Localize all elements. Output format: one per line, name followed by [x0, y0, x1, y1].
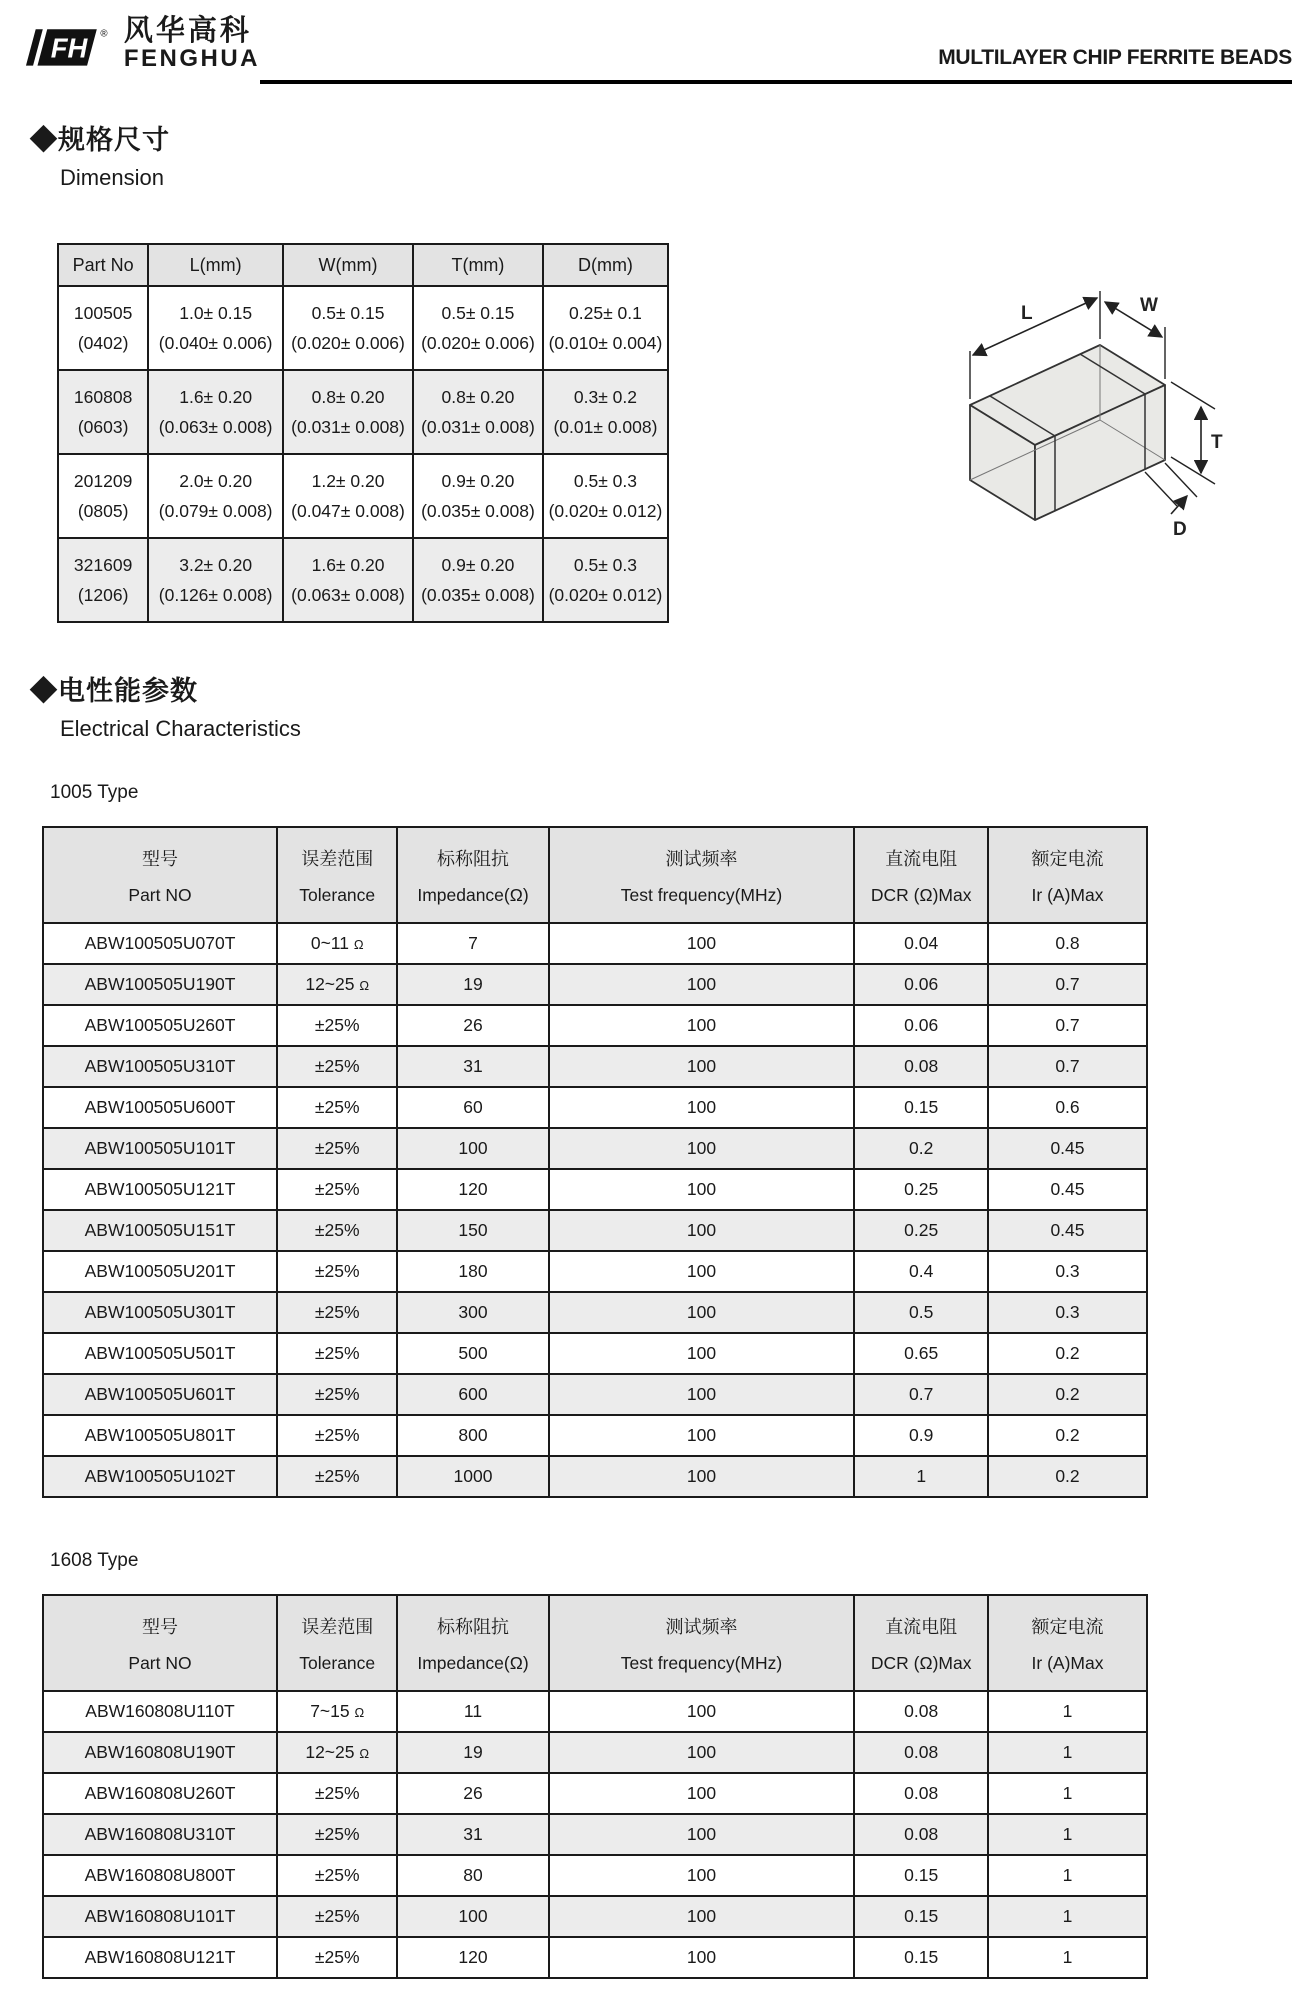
dimension-cell — [283, 286, 413, 370]
electrical-value-cell: 19 — [397, 1732, 548, 1773]
column-header-en: Impedance(Ω) — [417, 1652, 529, 1673]
dimension-cell-line: 2.0± 0.20 — [179, 471, 253, 491]
electrical-value-cell: 100 — [549, 1210, 855, 1251]
dimension-heading-en: Dimension — [60, 165, 164, 190]
electrical-value-cell: 1000 — [397, 1456, 548, 1497]
column-header-en: Part NO — [128, 884, 192, 905]
electrical-value-cell: 100 — [549, 1005, 855, 1046]
page-title: MULTILAYER CHIP FERRITE BEADS — [938, 46, 1292, 69]
electrical-value-cell: 100 — [549, 1169, 855, 1210]
electrical-section-heading — [30, 669, 1296, 742]
dimension-cell — [413, 538, 543, 622]
electrical-column-header — [988, 1595, 1147, 1691]
dimension-column-header: W(mm) — [283, 244, 413, 286]
part-number-cell: ABW100505U260T — [43, 1005, 277, 1046]
electrical-value-cell: 0.08 — [854, 1732, 988, 1773]
electrical-column-header — [277, 1595, 397, 1691]
electrical-value-cell: 100 — [549, 1046, 855, 1087]
dimension-cell — [543, 538, 668, 622]
dimension-cell-line: 0.9± 0.20 — [441, 555, 515, 575]
dimension-cell — [148, 454, 283, 538]
column-header-cn: 直流电阻 — [885, 848, 958, 869]
electrical-row — [43, 1814, 1147, 1855]
dimension-cell — [148, 370, 283, 454]
column-header-en: Test frequency(MHz) — [620, 884, 783, 905]
electrical-value-cell: ±25% — [277, 1251, 397, 1292]
dimension-cell-line: 0.9± 0.20 — [441, 471, 515, 491]
electrical-row — [43, 1333, 1147, 1374]
electrical-column-header — [43, 1595, 277, 1691]
dim-label-l: L — [1021, 303, 1033, 324]
electrical-value-cell: 12~25 Ω — [277, 1732, 397, 1773]
dimension-cell-line: 3.2± 0.20 — [179, 555, 253, 575]
electrical-row — [43, 1937, 1147, 1978]
electrical-value-cell: 0.08 — [854, 1691, 988, 1732]
dimension-cell — [283, 454, 413, 538]
dimension-cell-line: (0.063± 0.008) — [158, 417, 273, 437]
dimension-cell-line: 0.8± 0.20 — [311, 387, 385, 407]
electrical-value-cell: 100 — [549, 1128, 855, 1169]
electrical-value-cell: 0.08 — [854, 1773, 988, 1814]
dimension-cell-line: (0.010± 0.004) — [548, 333, 663, 353]
electrical-value-cell: ±25% — [277, 1005, 397, 1046]
electrical-column-header — [397, 827, 548, 923]
part-number-cell: ABW100505U301T — [43, 1292, 277, 1333]
column-header-en: Part NO — [128, 1652, 192, 1673]
electrical-value-cell: 0.7 — [988, 1005, 1147, 1046]
electrical-value-cell: 80 — [397, 1855, 548, 1896]
electrical-value-cell: 0.08 — [854, 1046, 988, 1087]
dim-label-d: D — [1173, 519, 1187, 540]
dimension-cell-line: 201209 — [73, 471, 133, 491]
column-header-cn: 型号 — [142, 1616, 179, 1637]
column-header-cn: 型号 — [142, 848, 179, 869]
electrical-value-cell: 100 — [549, 923, 855, 964]
electrical-row — [43, 1128, 1147, 1169]
dimension-cell-line: 0.25± 0.1 — [569, 303, 642, 323]
dimension-cell — [283, 370, 413, 454]
dimension-cell-line: 1.2± 0.20 — [311, 471, 385, 491]
electrical-value-cell: ±25% — [277, 1333, 397, 1374]
electrical-value-cell: 0.7 — [988, 964, 1147, 1005]
column-header-en: Ir (A)Max — [1031, 1652, 1104, 1673]
electrical-column-header — [988, 827, 1147, 923]
dimension-row — [58, 454, 668, 538]
part-number-cell: ABW160808U260T — [43, 1773, 277, 1814]
electrical-row — [43, 923, 1147, 964]
omega-unit: Ω — [359, 978, 370, 993]
dimension-cell-line: (0.035± 0.008) — [421, 585, 535, 605]
electrical-value-cell: 100 — [549, 1333, 855, 1374]
electrical-value-cell: 100 — [549, 1456, 855, 1497]
dimension-table — [57, 243, 669, 623]
dimension-cell-line: (0.035± 0.008) — [421, 501, 535, 521]
electrical-column-header — [549, 1595, 855, 1691]
electrical-row — [43, 1415, 1147, 1456]
electrical-value-cell: 7~15 Ω — [277, 1691, 397, 1732]
electrical-header-row — [43, 1595, 1147, 1691]
electrical-value-cell: ±25% — [277, 1374, 397, 1415]
part-number-cell: ABW100505U151T — [43, 1210, 277, 1251]
dimension-row — [58, 286, 668, 370]
part-number-cell: ABW160808U121T — [43, 1937, 277, 1978]
electrical-value-cell: 100 — [549, 1896, 855, 1937]
omega-unit: Ω — [359, 1746, 370, 1761]
electrical-row — [43, 1691, 1147, 1732]
dimension-cell-line: 160808 — [73, 387, 133, 407]
dimension-cell — [543, 286, 668, 370]
electrical-row — [43, 1087, 1147, 1128]
electrical-value-cell: ±25% — [277, 1456, 397, 1497]
electrical-value-cell: 100 — [549, 1415, 855, 1456]
electrical-value-cell: 1 — [988, 1896, 1147, 1937]
electrical-value-cell: 800 — [397, 1415, 548, 1456]
dimension-cell — [58, 454, 148, 538]
column-header-cn: 额定电流 — [1031, 1616, 1104, 1637]
electrical-value-cell: 0.25 — [854, 1169, 988, 1210]
electrical-value-cell: 0.8 — [988, 923, 1147, 964]
chip-dimension-diagram — [935, 283, 1255, 573]
column-header-en: Tolerance — [299, 1652, 376, 1673]
electrical-value-cell: 100 — [549, 964, 855, 1005]
electrical-value-cell: 0.04 — [854, 923, 988, 964]
electrical-column-header — [277, 827, 397, 923]
electrical-value-cell: 100 — [549, 1855, 855, 1896]
electrical-value-cell: 7 — [397, 923, 548, 964]
electrical-table-1608 — [42, 1594, 1148, 1979]
dimension-cell-line: 0.5± 0.3 — [573, 555, 638, 575]
electrical-value-cell: 11 — [397, 1691, 548, 1732]
electrical-value-cell: ±25% — [277, 1292, 397, 1333]
electrical-column-header — [43, 827, 277, 923]
electrical-value-cell: 0.15 — [854, 1087, 988, 1128]
part-number-cell: ABW160808U190T — [43, 1732, 277, 1773]
electrical-row — [43, 1251, 1147, 1292]
dimension-cell — [413, 286, 543, 370]
electrical-value-cell: 0.3 — [988, 1251, 1147, 1292]
electrical-value-cell: 60 — [397, 1087, 548, 1128]
dimension-cell-line: (0.020± 0.006) — [421, 333, 535, 353]
electrical-row — [43, 1292, 1147, 1333]
dimension-column-header: T(mm) — [413, 244, 543, 286]
part-number-cell: ABW100505U801T — [43, 1415, 277, 1456]
dimension-cell-line: (1206) — [77, 585, 129, 605]
svg-text:FH: FH — [50, 32, 88, 64]
electrical-value-cell: 0.6 — [988, 1087, 1147, 1128]
dimension-cell-line: (0.040± 0.006) — [158, 333, 273, 353]
dimension-cell — [283, 538, 413, 622]
column-header-cn: 测试频率 — [665, 1616, 738, 1637]
dimension-cell — [58, 286, 148, 370]
electrical-value-cell: 0~11 Ω — [277, 923, 397, 964]
electrical-row — [43, 1855, 1147, 1896]
column-header-en: DCR (Ω)Max — [870, 1652, 972, 1673]
electrical-value-cell: 31 — [397, 1814, 548, 1855]
electrical-value-cell: 100 — [549, 1773, 855, 1814]
electrical-value-cell: 0.15 — [854, 1896, 988, 1937]
column-header-cn: 误差范围 — [301, 1616, 374, 1637]
dimension-cell-line: (0.031± 0.008) — [291, 417, 405, 437]
electrical-value-cell: 0.45 — [988, 1169, 1147, 1210]
electrical-value-cell: ±25% — [277, 1896, 397, 1937]
dimension-row — [58, 538, 668, 622]
electrical-value-cell: 0.2 — [854, 1128, 988, 1169]
dimension-cell-line: (0402) — [77, 333, 129, 353]
type-label-1608: 1608 Type — [50, 1550, 139, 1571]
electrical-value-cell: 0.4 — [854, 1251, 988, 1292]
dimension-cell-line: 321609 — [73, 555, 133, 575]
electrical-value-cell: 0.06 — [854, 964, 988, 1005]
column-header-cn: 直流电阻 — [885, 1616, 958, 1637]
dimension-cell-line: 1.0± 0.15 — [179, 303, 253, 323]
electrical-heading-cn: ◆电性能参数 — [30, 676, 198, 706]
part-number-cell: ABW100505U102T — [43, 1456, 277, 1497]
electrical-value-cell: 100 — [549, 1732, 855, 1773]
dimension-cell — [543, 370, 668, 454]
page-header — [0, 0, 1296, 84]
electrical-value-cell: ±25% — [277, 1046, 397, 1087]
part-number-cell: ABW100505U190T — [43, 964, 277, 1005]
electrical-value-cell: 26 — [397, 1773, 548, 1814]
electrical-value-cell: 1 — [988, 1855, 1147, 1896]
electrical-value-cell: 1 — [988, 1691, 1147, 1732]
electrical-value-cell: 1 — [988, 1814, 1147, 1855]
electrical-column-header — [397, 1595, 548, 1691]
dimension-cell — [148, 286, 283, 370]
dimension-heading-cn: ◆规格尺寸 — [30, 125, 170, 155]
dimension-cell-line: (0.020± 0.012) — [548, 501, 663, 521]
dimension-header-row — [58, 244, 668, 286]
electrical-value-cell: 0.2 — [988, 1415, 1147, 1456]
part-number-cell: ABW100505U201T — [43, 1251, 277, 1292]
dimension-section-heading — [30, 118, 1296, 191]
dimension-cell-line: 0.3± 0.2 — [573, 387, 638, 407]
electrical-value-cell: ±25% — [277, 1087, 397, 1128]
electrical-value-cell: 120 — [397, 1937, 548, 1978]
dimension-cell-line: (0.063± 0.008) — [291, 585, 405, 605]
electrical-value-cell: ±25% — [277, 1855, 397, 1896]
dimension-cell-line: (0.079± 0.008) — [158, 501, 273, 521]
electrical-value-cell: 100 — [549, 1374, 855, 1415]
dimension-cell — [413, 370, 543, 454]
dimension-cell-line: (0805) — [77, 501, 129, 521]
part-number-cell: ABW100505U070T — [43, 923, 277, 964]
electrical-value-cell: 0.15 — [854, 1937, 988, 1978]
electrical-value-cell: 26 — [397, 1005, 548, 1046]
electrical-table-1005 — [42, 826, 1148, 1498]
electrical-row — [43, 1374, 1147, 1415]
part-number-cell: ABW160808U800T — [43, 1855, 277, 1896]
column-header-cn: 误差范围 — [301, 848, 374, 869]
brand-text — [124, 10, 260, 72]
dimension-cell-line: 1.6± 0.20 — [311, 555, 385, 575]
electrical-value-cell: 150 — [397, 1210, 548, 1251]
electrical-value-cell: 0.06 — [854, 1005, 988, 1046]
omega-unit: Ω — [353, 937, 364, 952]
column-header-cn: 标称阻抗 — [436, 1616, 509, 1637]
electrical-value-cell: 31 — [397, 1046, 548, 1087]
electrical-row — [43, 1046, 1147, 1087]
dim-label-t: T — [1211, 432, 1223, 453]
electrical-heading-en: Electrical Characteristics — [60, 716, 301, 741]
dimension-column-header: L(mm) — [148, 244, 283, 286]
electrical-value-cell: ±25% — [277, 1210, 397, 1251]
electrical-value-cell: 12~25 Ω — [277, 964, 397, 1005]
company-logo — [18, 10, 260, 84]
omega-unit: Ω — [354, 1705, 365, 1720]
electrical-value-cell: 0.08 — [854, 1814, 988, 1855]
dimension-cell-line: (0.126± 0.008) — [158, 585, 273, 605]
dimension-cell-line: 0.8± 0.20 — [441, 387, 515, 407]
dimension-cell-line: (0.01± 0.008) — [553, 417, 658, 437]
electrical-value-cell: 0.65 — [854, 1333, 988, 1374]
electrical-value-cell: 120 — [397, 1169, 548, 1210]
column-header-en: Test frequency(MHz) — [620, 1652, 783, 1673]
part-number-cell: ABW100505U601T — [43, 1374, 277, 1415]
electrical-value-cell: 0.45 — [988, 1210, 1147, 1251]
dimension-cell-line: 100505 — [73, 303, 133, 323]
electrical-value-cell: 1 — [988, 1937, 1147, 1978]
electrical-column-header — [549, 827, 855, 923]
part-number-cell: ABW100505U101T — [43, 1128, 277, 1169]
electrical-value-cell: 100 — [397, 1128, 548, 1169]
electrical-value-cell: 180 — [397, 1251, 548, 1292]
electrical-value-cell: 300 — [397, 1292, 548, 1333]
dimension-cell-line: (0.020± 0.012) — [548, 585, 663, 605]
column-header-en: Impedance(Ω) — [417, 884, 529, 905]
electrical-value-cell: 0.7 — [854, 1374, 988, 1415]
electrical-value-cell: 0.25 — [854, 1210, 988, 1251]
electrical-value-cell: 1 — [988, 1732, 1147, 1773]
brand-name-cn: 风华高科 — [123, 15, 252, 47]
dimension-cell — [148, 538, 283, 622]
electrical-value-cell: ±25% — [277, 1937, 397, 1978]
dimension-cell-line: (0.031± 0.008) — [421, 417, 535, 437]
part-number-cell: ABW160808U110T — [43, 1691, 277, 1732]
column-header-en: DCR (Ω)Max — [870, 884, 972, 905]
dimension-area — [0, 243, 1296, 623]
electrical-value-cell: ±25% — [277, 1169, 397, 1210]
electrical-row — [43, 1005, 1147, 1046]
electrical-column-header — [854, 1595, 988, 1691]
electrical-row — [43, 1169, 1147, 1210]
electrical-value-cell: 0.15 — [854, 1855, 988, 1896]
electrical-value-cell: 0.2 — [988, 1333, 1147, 1374]
part-number-cell: ABW100505U501T — [43, 1333, 277, 1374]
electrical-row — [43, 1896, 1147, 1937]
dimension-cell — [543, 454, 668, 538]
electrical-value-cell: 100 — [397, 1896, 548, 1937]
electrical-value-cell: 0.3 — [988, 1292, 1147, 1333]
electrical-value-cell: 0.5 — [854, 1292, 988, 1333]
dimension-cell-line: 0.5± 0.15 — [441, 303, 515, 323]
dimension-cell — [58, 538, 148, 622]
column-header-cn: 额定电流 — [1031, 848, 1104, 869]
electrical-value-cell: 0.7 — [988, 1046, 1147, 1087]
electrical-value-cell: 0.45 — [988, 1128, 1147, 1169]
electrical-value-cell: 0.9 — [854, 1415, 988, 1456]
dimension-column-header: D(mm) — [543, 244, 668, 286]
part-number-cell: ABW160808U101T — [43, 1896, 277, 1937]
dimension-cell — [413, 454, 543, 538]
dimension-cell-line: 1.6± 0.20 — [179, 387, 253, 407]
electrical-header-row — [43, 827, 1147, 923]
dimension-cell-line: (0603) — [77, 417, 129, 437]
electrical-value-cell: 100 — [549, 1691, 855, 1732]
part-number-cell: ABW100505U600T — [43, 1087, 277, 1128]
electrical-value-cell: 100 — [549, 1937, 855, 1978]
electrical-row — [43, 1732, 1147, 1773]
electrical-row — [43, 1456, 1147, 1497]
brand-name-en: FENGHUA — [123, 45, 260, 73]
part-number-cell: ABW100505U310T — [43, 1046, 277, 1087]
electrical-value-cell: 500 — [397, 1333, 548, 1374]
dimension-cell-line: 0.5± 0.15 — [311, 303, 385, 323]
electrical-value-cell: 600 — [397, 1374, 548, 1415]
dimension-cell-line: (0.047± 0.008) — [291, 501, 405, 521]
electrical-row — [43, 1210, 1147, 1251]
part-number-cell: ABW160808U310T — [43, 1814, 277, 1855]
electrical-value-cell: ±25% — [277, 1128, 397, 1169]
electrical-value-cell: 100 — [549, 1251, 855, 1292]
electrical-value-cell: 100 — [549, 1292, 855, 1333]
electrical-value-cell: 1 — [988, 1773, 1147, 1814]
electrical-value-cell: 100 — [549, 1087, 855, 1128]
dimension-cell-line: 0.5± 0.3 — [573, 471, 638, 491]
dimension-row — [58, 370, 668, 454]
column-header-cn: 标称阻抗 — [436, 848, 509, 869]
electrical-value-cell: 100 — [549, 1814, 855, 1855]
electrical-column-header — [854, 827, 988, 923]
column-header-en: Ir (A)Max — [1031, 884, 1104, 905]
electrical-value-cell: ±25% — [277, 1773, 397, 1814]
header-rule — [260, 10, 1292, 84]
electrical-row — [43, 1773, 1147, 1814]
electrical-value-cell: 1 — [854, 1456, 988, 1497]
electrical-value-cell: ±25% — [277, 1814, 397, 1855]
registered-icon: ® — [100, 28, 108, 40]
column-header-cn: 测试频率 — [665, 848, 738, 869]
electrical-row — [43, 964, 1147, 1005]
electrical-value-cell: 19 — [397, 964, 548, 1005]
electrical-value-cell: 0.2 — [988, 1456, 1147, 1497]
dimension-cell — [58, 370, 148, 454]
dimension-cell-line: (0.020± 0.006) — [291, 333, 405, 353]
part-number-cell: ABW100505U121T — [43, 1169, 277, 1210]
dim-label-w: W — [1140, 295, 1158, 316]
electrical-value-cell: 0.2 — [988, 1374, 1147, 1415]
column-header-en: Tolerance — [299, 884, 376, 905]
dimension-column-header: Part No — [58, 244, 148, 286]
type-label-1005: 1005 Type — [50, 782, 139, 803]
electrical-value-cell: ±25% — [277, 1415, 397, 1456]
fenghua-logo-icon — [18, 10, 120, 84]
